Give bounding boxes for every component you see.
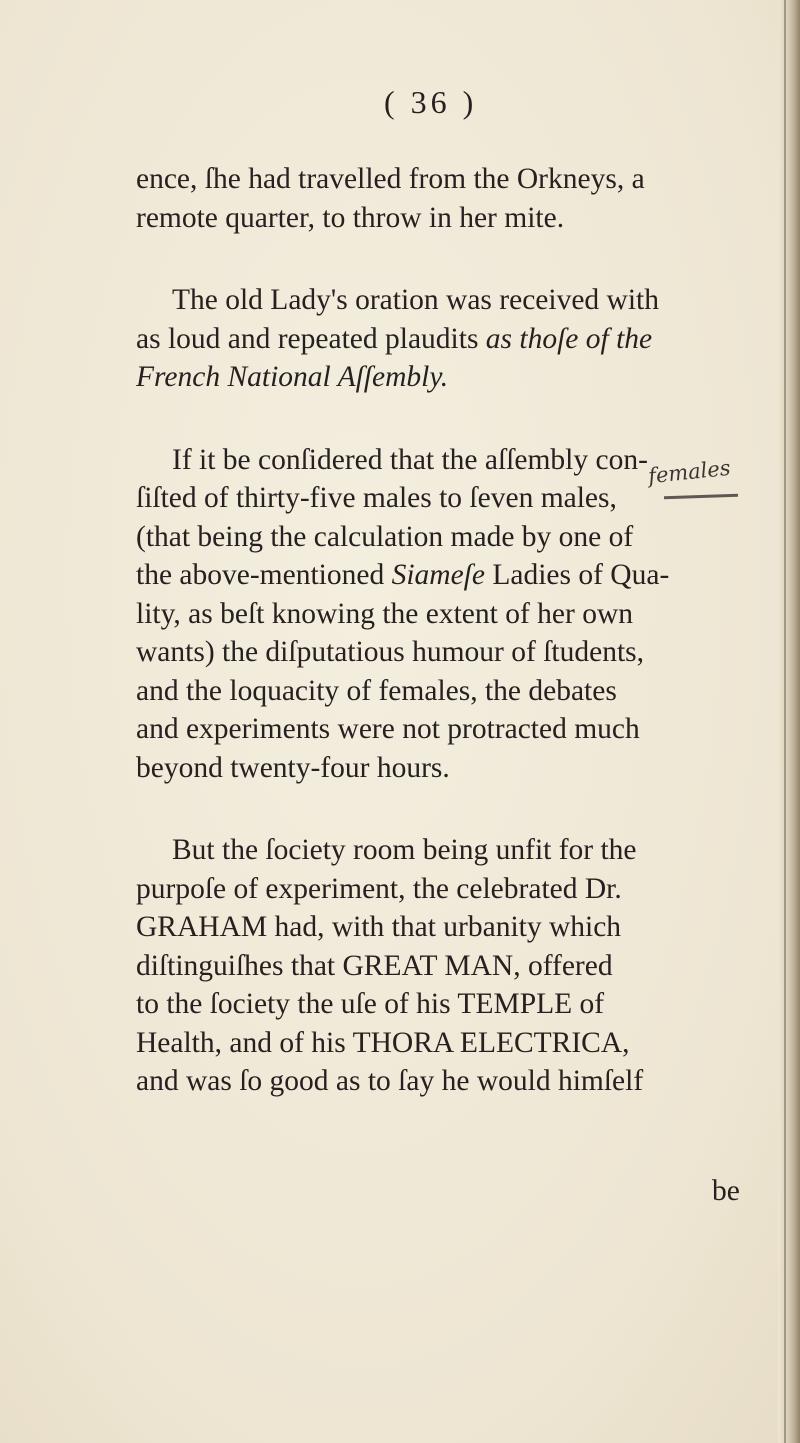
- text-line: to the ſociety the uſe of his TEMPLE of: [136, 988, 605, 1020]
- paragraph: [136, 160, 762, 237]
- text-line: remote quarter, to throw in her mite.: [136, 201, 565, 234]
- text-line: beyond twenty-four hours.: [136, 751, 450, 784]
- text-line: If it be conſidered that the aſſembly con-: [172, 443, 648, 476]
- text-line: as loud and repeated plaudits as thoſe of the: [136, 322, 653, 355]
- paragraph: [136, 831, 762, 1101]
- text-line: The old Lady's oration was received with: [172, 284, 659, 316]
- text-line: French National Aſſembly.: [136, 361, 449, 393]
- text-line: purpoſe of experiment, the celebrated Dr.: [136, 872, 622, 905]
- paragraph: [136, 441, 762, 788]
- text-line: But the ſociety room being unfit for the: [172, 834, 637, 866]
- text-line: ence, ſhe had travelled from the Orkneys, a: [136, 163, 645, 195]
- text-line: and the loquacity of females, the debates: [136, 674, 617, 707]
- text-line: diſtinguiſhes that GREAT MAN, offered: [136, 949, 613, 982]
- text-line: and was ſo good as to ſay he would himſelf: [136, 1065, 644, 1097]
- page-edge: [778, 0, 800, 1443]
- text-line: wants) the diſputatious humour of ſtudents,: [136, 636, 644, 668]
- text-line: and experiments were not protracted much: [136, 713, 640, 745]
- catchword: be: [712, 1175, 740, 1207]
- handwritten-annotation: females: [646, 455, 732, 489]
- text-line: ſiſted of thirty-five males to ſeven males,: [136, 482, 617, 514]
- paragraph: [136, 281, 762, 397]
- page-edge-line: [784, 0, 786, 1443]
- text-line: Health, and of his THORA ELECTRICA,: [136, 1026, 630, 1059]
- text-line: (that being the calculation made by one of: [136, 520, 634, 553]
- text-line: lity, as beſt knowing the extent of her own: [136, 597, 634, 630]
- text-line: the above-mentioned Siameſe Ladies of Qua-: [136, 559, 670, 591]
- text-line: GRAHAM had, with that urbanity which: [136, 911, 622, 943]
- body-text: [136, 160, 762, 1145]
- page-number: ( 36 ): [384, 84, 478, 120]
